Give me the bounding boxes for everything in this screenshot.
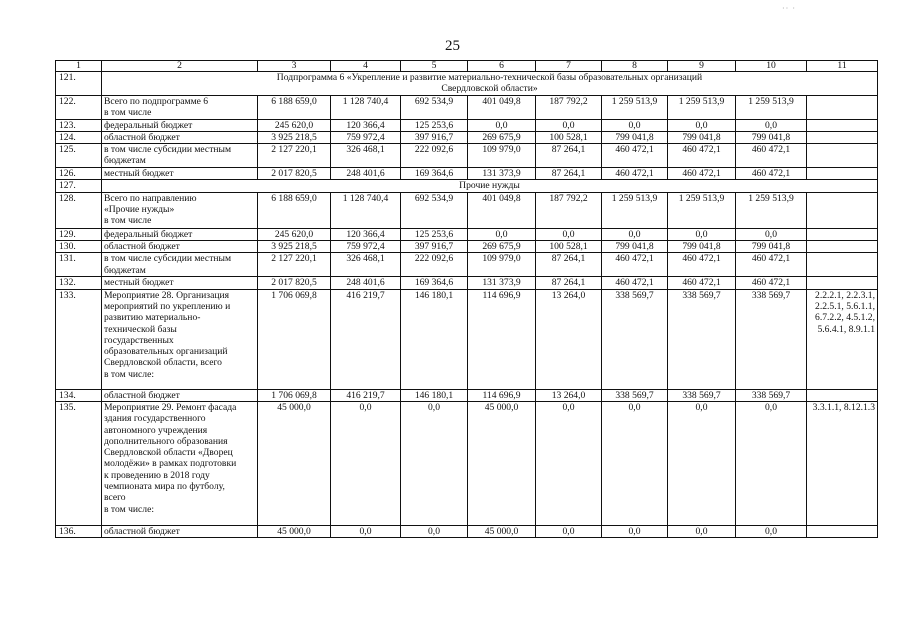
amount-cell: 1 259 513,9	[668, 192, 736, 228]
amount-cell: 1 259 513,9	[668, 95, 736, 119]
row-name: в том числе субсидии местным бюджетам	[102, 144, 258, 168]
amount-cell: 1 259 513,9	[736, 95, 807, 119]
amount-cell: 2 127 220,1	[258, 144, 331, 168]
target-indicators	[807, 253, 878, 277]
amount-cell: 13 264,0	[536, 389, 602, 401]
row-index: 122.	[56, 95, 102, 119]
amount-cell: 326 468,1	[331, 144, 401, 168]
amount-cell: 0,0	[736, 401, 807, 525]
amount-cell: 799 041,8	[602, 131, 668, 143]
amount-cell: 45 000,0	[258, 401, 331, 525]
amount-cell: 416 219,7	[331, 389, 401, 401]
table-row	[56, 241, 878, 253]
page-number: 25	[445, 38, 460, 54]
amount-cell: 0,0	[331, 401, 401, 525]
header-cell: 4	[331, 61, 401, 72]
amount-cell: 0,0	[536, 525, 602, 537]
row-index: 124.	[56, 131, 102, 143]
row-index: 132.	[56, 277, 102, 289]
amount-cell: 269 675,9	[468, 241, 536, 253]
row-name: Всего по подпрограмме 6 в том числе	[102, 95, 258, 119]
amount-cell: 100 528,1	[536, 241, 602, 253]
row-index: 129.	[56, 228, 102, 240]
amount-cell: 416 219,7	[331, 289, 401, 389]
amount-cell: 460 472,1	[736, 144, 807, 168]
amount-cell: 460 472,1	[736, 253, 807, 277]
amount-cell: 45 000,0	[468, 525, 536, 537]
amount-cell: 1 128 740,4	[331, 192, 401, 228]
row-index: 136.	[56, 525, 102, 537]
amount-cell: 692 534,9	[401, 192, 468, 228]
amount-cell: 114 696,9	[468, 389, 536, 401]
amount-cell: 0,0	[668, 119, 736, 131]
table-row	[56, 228, 878, 240]
section-title: Подпрограмма 6 «Укрепление и развитие материально-технической базы образовательных организаций Свердловской области»	[102, 72, 878, 96]
table-row	[56, 192, 878, 228]
amount-cell: 0,0	[602, 119, 668, 131]
row-index: 135.	[56, 401, 102, 525]
amount-cell: 87 264,1	[536, 253, 602, 277]
amount-cell: 460 472,1	[602, 253, 668, 277]
target-indicators: 2.2.2.1, 2.2.3.1, 2.2.5.1, 5.6.1.1, 6.7.2.2, 4.5.1.2, 5.6.4.1, 8.9.1.1	[807, 289, 878, 389]
header-cell: 10	[736, 61, 807, 72]
row-index: 123.	[56, 119, 102, 131]
amount-cell: 460 472,1	[736, 168, 807, 180]
table-row	[56, 253, 878, 277]
table-row	[56, 131, 878, 143]
amount-cell: 248 401,6	[331, 168, 401, 180]
amount-cell: 125 253,6	[401, 228, 468, 240]
amount-cell: 397 916,7	[401, 241, 468, 253]
header-row	[56, 61, 878, 72]
amount-cell: 460 472,1	[668, 253, 736, 277]
budget-table	[55, 60, 878, 538]
amount-cell: 1 259 513,9	[736, 192, 807, 228]
row-index: 133.	[56, 289, 102, 389]
amount-cell: 0,0	[536, 228, 602, 240]
target-indicators	[807, 95, 878, 119]
amount-cell: 3 925 218,5	[258, 131, 331, 143]
target-indicators	[807, 168, 878, 180]
amount-cell: 759 972,4	[331, 241, 401, 253]
amount-cell: 0,0	[668, 401, 736, 525]
amount-cell: 326 468,1	[331, 253, 401, 277]
row-index: 128.	[56, 192, 102, 228]
amount-cell: 13 264,0	[536, 289, 602, 389]
table-row	[56, 525, 878, 537]
target-indicators	[807, 525, 878, 537]
amount-cell: 799 041,8	[602, 241, 668, 253]
target-indicators	[807, 228, 878, 240]
amount-cell: 248 401,6	[331, 277, 401, 289]
row-name: областной бюджет	[102, 241, 258, 253]
header-cell: 7	[536, 61, 602, 72]
row-index: 131.	[56, 253, 102, 277]
amount-cell: 460 472,1	[602, 277, 668, 289]
section-row	[56, 180, 878, 192]
table-row	[56, 277, 878, 289]
amount-cell: 125 253,6	[401, 119, 468, 131]
amount-cell: 799 041,8	[736, 131, 807, 143]
amount-cell: 460 472,1	[668, 168, 736, 180]
header-cell: 9	[668, 61, 736, 72]
amount-cell: 401 049,8	[468, 95, 536, 119]
amount-cell: 338 569,7	[602, 289, 668, 389]
target-indicators	[807, 131, 878, 143]
amount-cell: 6 188 659,0	[258, 95, 331, 119]
amount-cell: 401 049,8	[468, 192, 536, 228]
header-cell: 2	[102, 61, 258, 72]
header-cell: 1	[56, 61, 102, 72]
amount-cell: 759 972,4	[331, 131, 401, 143]
target-indicators	[807, 277, 878, 289]
amount-cell: 0,0	[602, 401, 668, 525]
row-name: федеральный бюджет	[102, 228, 258, 240]
amount-cell: 269 675,9	[468, 131, 536, 143]
amount-cell: 45 000,0	[258, 525, 331, 537]
amount-cell: 0,0	[668, 525, 736, 537]
row-index: 127.	[56, 180, 102, 192]
row-name: Мероприятие 28. Организация мероприятий по укреплению и развитию материально- технической базы государственных образовательных организаций Свердловской области, всего в том числе:	[102, 289, 258, 389]
row-name: федеральный бюджет	[102, 119, 258, 131]
amount-cell: 100 528,1	[536, 131, 602, 143]
amount-cell: 0,0	[468, 228, 536, 240]
amount-cell: 0,0	[468, 119, 536, 131]
row-index: 121.	[56, 72, 102, 96]
row-name: областной бюджет	[102, 131, 258, 143]
amount-cell: 1 259 513,9	[602, 192, 668, 228]
amount-cell: 799 041,8	[668, 131, 736, 143]
header-cell: 3	[258, 61, 331, 72]
amount-cell: 338 569,7	[668, 389, 736, 401]
amount-cell: 338 569,7	[602, 389, 668, 401]
section-row	[56, 72, 878, 96]
row-name: местный бюджет	[102, 168, 258, 180]
header-cell: 6	[468, 61, 536, 72]
section-title: Прочие нужды	[102, 180, 878, 192]
amount-cell: 1 259 513,9	[602, 95, 668, 119]
amount-cell: 131 373,9	[468, 168, 536, 180]
row-name: Мероприятие 29. Ремонт фасада здания государственного автономного учреждения дополнительного образования Свердловской области «Дворец молодёжи» в рамках подготовки к проведению в 2018 году чемпионата мира по футболу, всего в том числе:	[102, 401, 258, 525]
target-indicators	[807, 389, 878, 401]
amount-cell: 3 925 218,5	[258, 241, 331, 253]
amount-cell: 6 188 659,0	[258, 192, 331, 228]
amount-cell: 222 092,6	[401, 144, 468, 168]
table-row	[56, 289, 878, 389]
amount-cell: 0,0	[736, 119, 807, 131]
amount-cell: 109 979,0	[468, 144, 536, 168]
amount-cell: 397 916,7	[401, 131, 468, 143]
row-name: областной бюджет	[102, 389, 258, 401]
amount-cell: 338 569,7	[668, 289, 736, 389]
amount-cell: 1 128 740,4	[331, 95, 401, 119]
amount-cell: 87 264,1	[536, 168, 602, 180]
row-name: областной бюджет	[102, 525, 258, 537]
amount-cell: 0,0	[602, 228, 668, 240]
amount-cell: 146 180,1	[401, 389, 468, 401]
amount-cell: 799 041,8	[668, 241, 736, 253]
amount-cell: 2 017 820,5	[258, 168, 331, 180]
row-index: 126.	[56, 168, 102, 180]
table-body	[56, 72, 878, 538]
row-name: в том числе субсидии местным бюджетам	[102, 253, 258, 277]
amount-cell: 0,0	[536, 119, 602, 131]
amount-cell: 245 620,0	[258, 228, 331, 240]
target-indicators	[807, 241, 878, 253]
table-row	[56, 95, 878, 119]
amount-cell: 0,0	[736, 228, 807, 240]
amount-cell: 222 092,6	[401, 253, 468, 277]
table-row	[56, 168, 878, 180]
header-cell: 8	[602, 61, 668, 72]
amount-cell: 187 792,2	[536, 192, 602, 228]
amount-cell: 460 472,1	[668, 144, 736, 168]
target-indicators: 3.3.1.1, 8.12.1.3	[807, 401, 878, 525]
amount-cell: 120 366,4	[331, 119, 401, 131]
amount-cell: 0,0	[602, 525, 668, 537]
corner-mark: ·· ·	[782, 4, 796, 13]
row-name: Всего по направлению «Прочие нужды» в том числе	[102, 192, 258, 228]
amount-cell: 109 979,0	[468, 253, 536, 277]
amount-cell: 338 569,7	[736, 389, 807, 401]
table-row	[56, 119, 878, 131]
amount-cell: 0,0	[668, 228, 736, 240]
amount-cell: 692 534,9	[401, 95, 468, 119]
amount-cell: 87 264,1	[536, 144, 602, 168]
amount-cell: 0,0	[736, 525, 807, 537]
row-name: местный бюджет	[102, 277, 258, 289]
header-cell: 11	[807, 61, 878, 72]
amount-cell: 2 127 220,1	[258, 253, 331, 277]
row-index: 125.	[56, 144, 102, 168]
amount-cell: 0,0	[536, 401, 602, 525]
amount-cell: 1 706 069,8	[258, 389, 331, 401]
amount-cell: 799 041,8	[736, 241, 807, 253]
table-row	[56, 389, 878, 401]
amount-cell: 338 569,7	[736, 289, 807, 389]
amount-cell: 460 472,1	[736, 277, 807, 289]
amount-cell: 169 364,6	[401, 168, 468, 180]
amount-cell: 460 472,1	[602, 144, 668, 168]
amount-cell: 131 373,9	[468, 277, 536, 289]
amount-cell: 146 180,1	[401, 289, 468, 389]
amount-cell: 2 017 820,5	[258, 277, 331, 289]
table-row	[56, 144, 878, 168]
amount-cell: 460 472,1	[668, 277, 736, 289]
amount-cell: 1 706 069,8	[258, 289, 331, 389]
amount-cell: 245 620,0	[258, 119, 331, 131]
amount-cell: 169 364,6	[401, 277, 468, 289]
amount-cell: 0,0	[331, 525, 401, 537]
amount-cell: 0,0	[401, 401, 468, 525]
target-indicators	[807, 192, 878, 228]
amount-cell: 45 000,0	[468, 401, 536, 525]
header-cell: 5	[401, 61, 468, 72]
row-index: 130.	[56, 241, 102, 253]
target-indicators	[807, 144, 878, 168]
amount-cell: 114 696,9	[468, 289, 536, 389]
row-index: 134.	[56, 389, 102, 401]
table-row	[56, 401, 878, 525]
amount-cell: 460 472,1	[602, 168, 668, 180]
amount-cell: 87 264,1	[536, 277, 602, 289]
amount-cell: 0,0	[401, 525, 468, 537]
amount-cell: 120 366,4	[331, 228, 401, 240]
target-indicators	[807, 119, 878, 131]
amount-cell: 187 792,2	[536, 95, 602, 119]
